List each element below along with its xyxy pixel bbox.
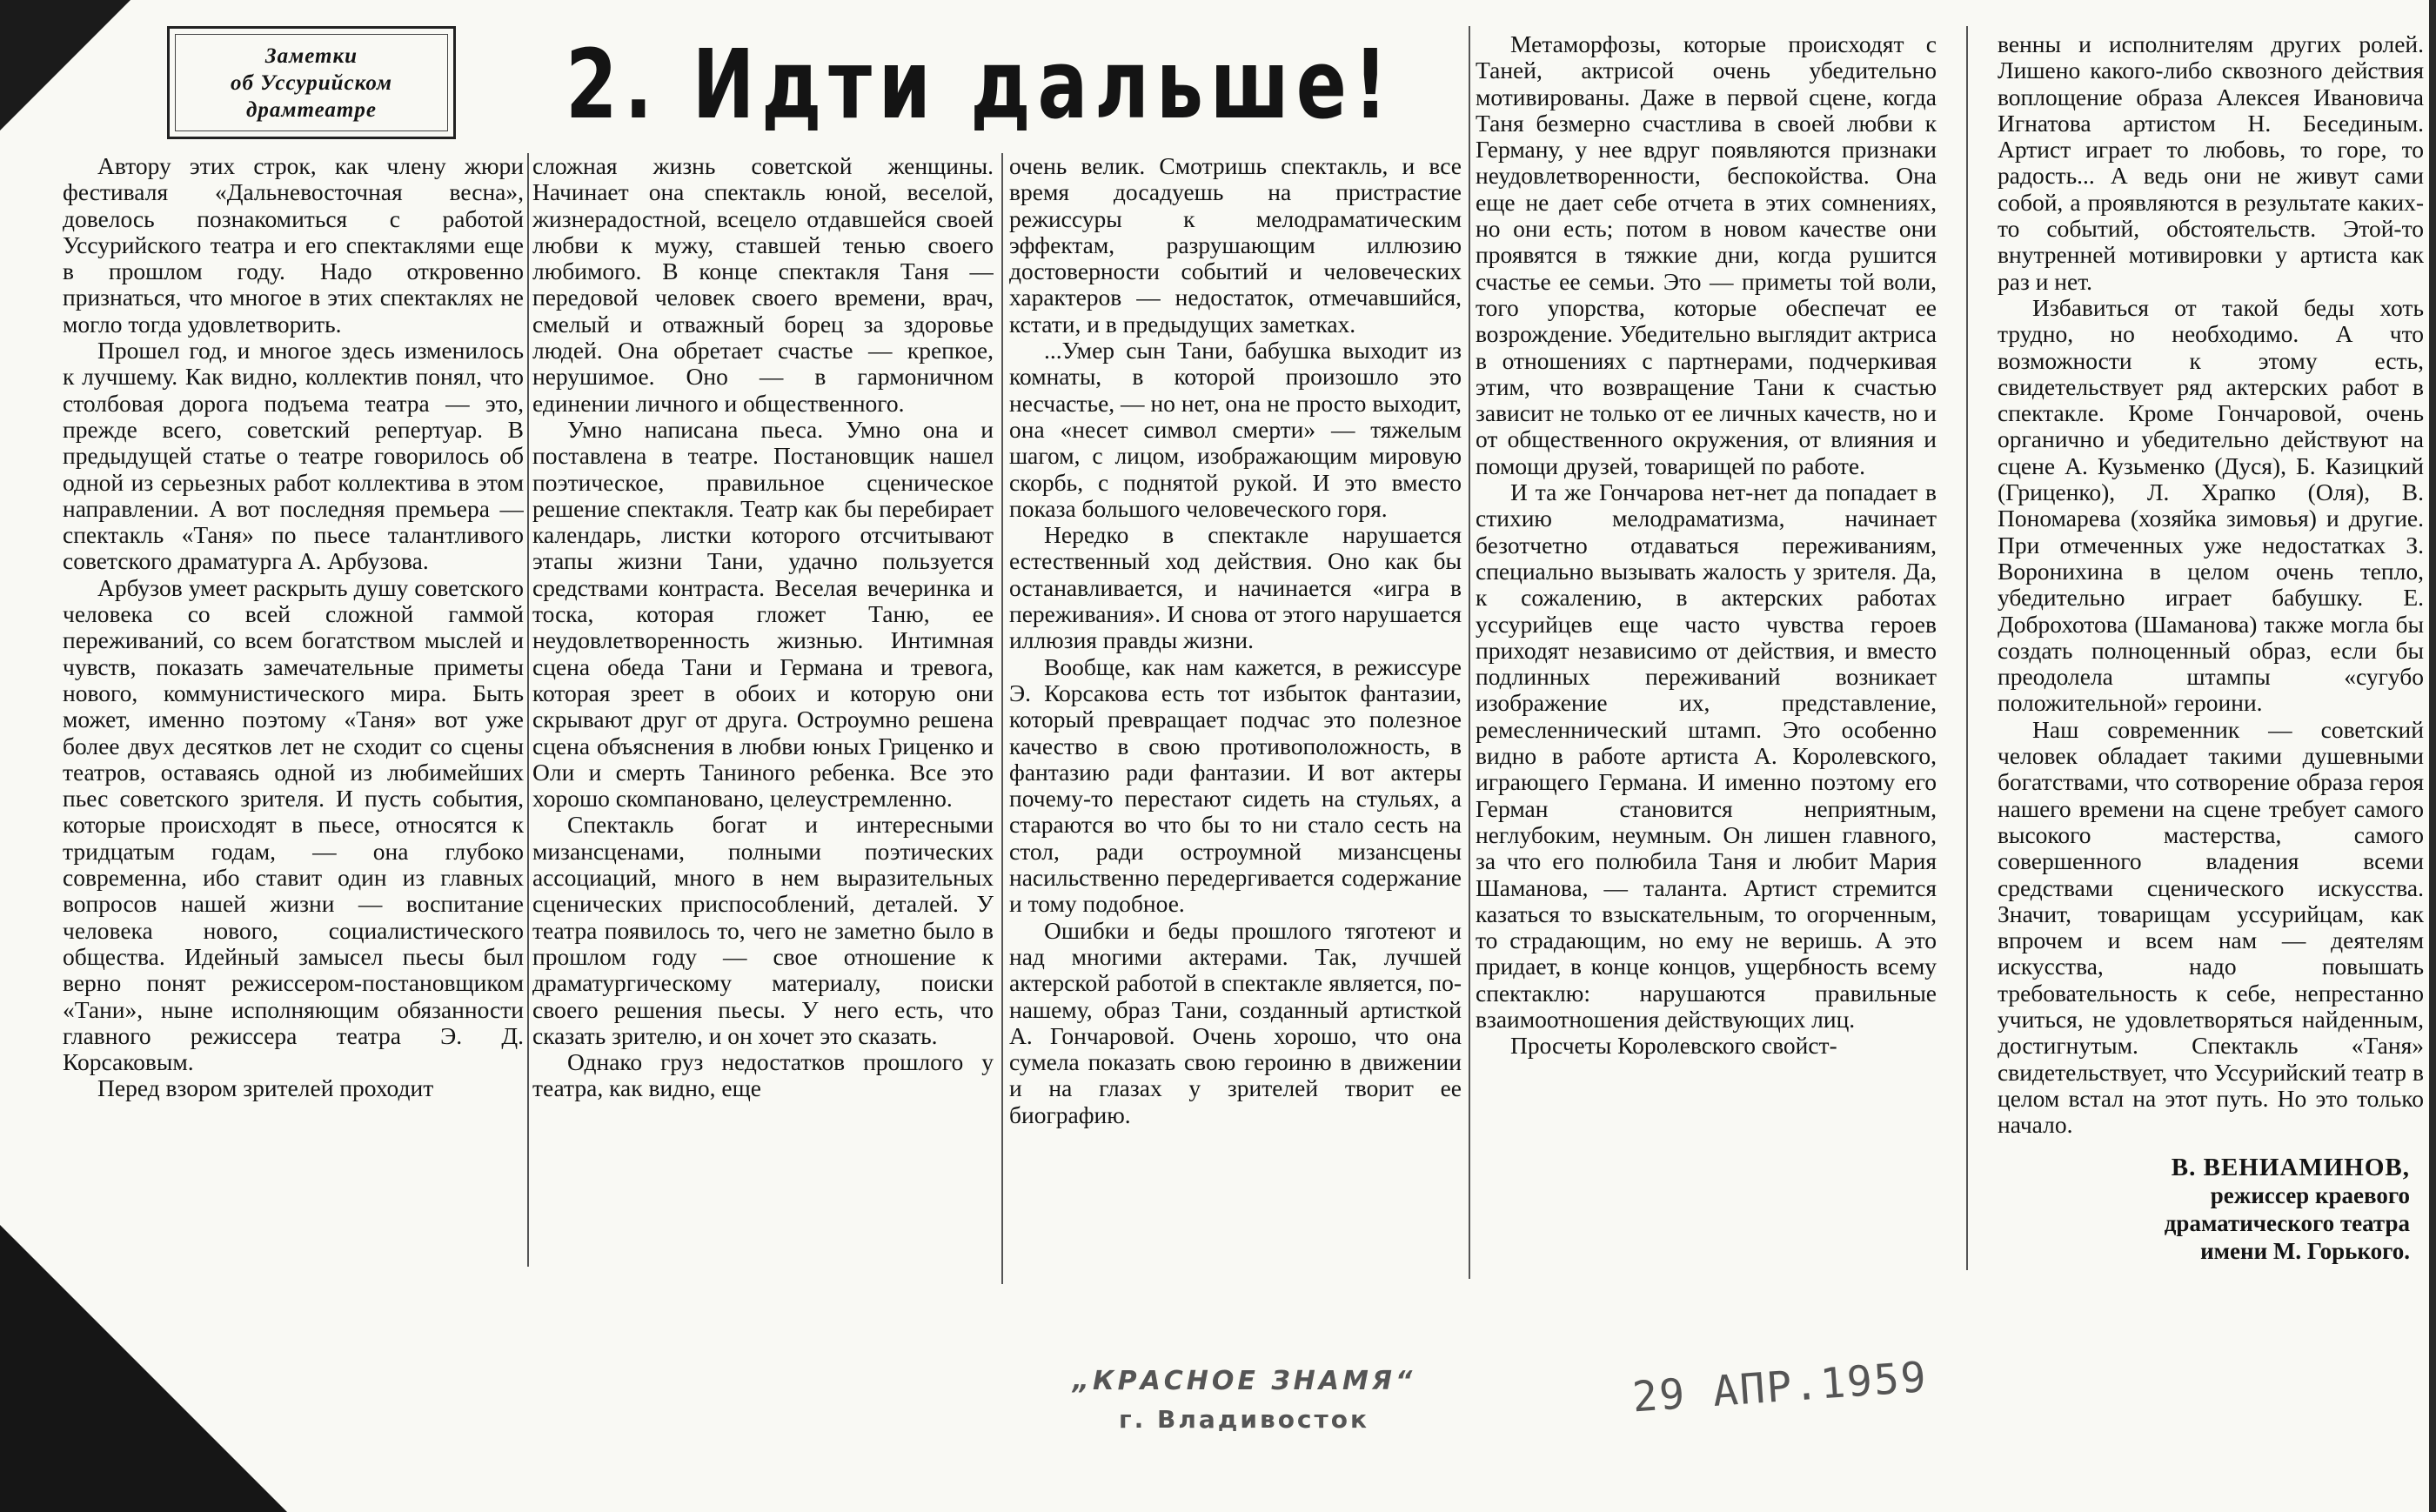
paragraph: Спектакль богат и интересными мизансценами, полными поэтических ассоциаций, много в нем выразительных сценических приспособлений, деталей. У театра появилось то, чего не заметно было в прошлом году — свое отношение к драматургическому материалу, поиски своего решения пьесы. У него есть, что сказать зрителю, и он хочет это сказать. xyxy=(532,811,994,1049)
paragraph: Прошел год, и многое здесь изменилось к лучшему. Как видно, коллектив понял, что столбовая дорога подъема театра — это, прежде всего, советский репертуар. В предыдущей статье о театре говорилось об одной из серьезных работ коллектива в этом направлении. А вот последняя премьера — спектакль «Таня» по пьесе талантливого советского драматурга А. Арбузова. xyxy=(63,337,524,575)
newspaper-name: „КРАСНОЕ ЗНАМЯ“ xyxy=(1072,1366,1416,1396)
author-signature xyxy=(1992,1154,2410,1265)
paragraph: Просчеты Королевского свойст- xyxy=(1510,1032,1837,1060)
date-stamp: 29 АПР.1959 xyxy=(1630,1352,1930,1422)
paragraph: И та же Гончарова нет-нет да попадает в стихию мелодраматизма, начинает безотчетно отдаваться переживаниям, специально вызывать жалость у зрителя. Да, к сожалению, в актерских работах уссурийцев еще часто чувства героев приходят независимо от действия, и вместо подлинных переживаний возникает изображение их, представление, ремесленнический штамп. Это особенно видно в работе артиста А. Королевского, играющего Германа. И именно поэтому его Герман становится неприятным, неглубоким, неумным. Он лишен главного, за что его полюбила Таня и любит Мария Шаманова, — таланта. Артист стремится казаться то взыскательным, то огорченным, то страдающим, но ему не веришь. А это придает, в конце концов, ущербность всему спектаклю: нарушаются правильные взаимоотношения действующих лиц. xyxy=(1476,478,1937,1033)
rubric-line: Заметки xyxy=(264,43,358,68)
paragraph: Перед взором зрителей проходит xyxy=(97,1074,434,1102)
paragraph: Автору этих строк, как члену жюри фестиваля «Дальневосточная весна», довелось познакомиться с работой Уссурийского театра и его спектаклями еще в прошлом году. Надо откровенно признаться, что многое в этих спектаклях не могло тогда удовлетворить. xyxy=(63,153,524,338)
scan-edge-right xyxy=(2429,0,2436,1512)
rubric-box xyxy=(167,26,456,139)
paragraph: ...Умер сын Тани, бабушка выходит из комнаты, в которой произошло это несчастье, — но нет, она не просто выходит, она «несет символ смерти» — тяжелым шагом, с лицом, изображающим мировую скорбь, с поднятой рукой. И это вместо показа большого человеческого горя. xyxy=(1009,337,1462,522)
column-rule xyxy=(1469,26,1470,1279)
paragraph: Арбузов умеет раскрыть душу советского человека со всей сложной гаммой переживаний, со всем богатством мыслей и чувств, показать замечательные приметы нового, коммунистического мира. Быть может, именно поэтому «Таня» вот уже более двух десятков лет не сходит со сцены театров, оставаясь одной из любимейших пьес советского зрителя. И пусть события, которые происходят в пьесе, относятся к тридцатым годам, — она глубоко современна, ибо ставит один из главных вопросов нашей жизни — воспитание человека нового, социалистического общества. Идейный замысел пьесы был верно понят режиссером-постановщиком «Тани», ныне исполняющим обязанности главного режиссера театра Э. Д. Корсаковым. xyxy=(63,573,524,1076)
column-rule xyxy=(1966,26,1968,1270)
column-rule xyxy=(527,153,529,1267)
author-title: режиссер краевого xyxy=(2210,1182,2410,1208)
newspaper-city: г. Владивосток xyxy=(1118,1405,1369,1434)
column-rule xyxy=(1001,153,1003,1284)
paragraph: сложная жизнь советской женщины. Начинает она спектакль юной, веселой, жизнерадостной, всецело отдавшейся своей любви к мужу, ставшей тенью своего любимого. В конце спектакля Таня — передовой человек своего времени, врач, смелый и отважный борец за здоровье людей. Она обретает счастье — крепкое, нерушимое. Оно — в гармоничном единении личного и общественного. xyxy=(532,153,994,417)
article-headline: 2. Идти дальше! xyxy=(566,29,1395,140)
rubric-line: драмтеатре xyxy=(246,97,377,122)
article-column-5 xyxy=(1998,31,2424,1145)
article-column-1 xyxy=(63,153,524,1275)
paragraph: очень велик. Смотришь спектакль, и все время досадуешь на пристрастие режиссуры к мелодраматическим эффектам, разрушающим иллюзию достоверности событий и человеческих характеров — недостаток, отмечавшийся, кстати, и в предыдущих заметках. xyxy=(1009,153,1462,338)
article-column-2 xyxy=(532,153,994,1249)
paragraph: Метаморфозы, которые происходят с Таней, актрисой очень убедительно мотивированы. Даже в первой сцене, когда Таня безмерно счастлива в своей любви к Герману, у нее вдруг появляются признаки неудовлетворенности, беспокойства. Она еще не дает себе отчета в этих сомнениях, но они есть; потом в новом качестве они проявятся в тяжкие дни, когда рушится счастье ее семьи. Это — приметы той воли, того упорства, которые обеспечат ее возрождение. Убедительно выглядит актриса в отношениях с партнерами, подчеркивая этим, что возвращение Тани к счастью зависит не только от ее личных качеств, но и от общественного окружения, от влияния и помощи друзей, товарищей по работе. xyxy=(1476,31,1937,479)
author-title: драматического театра xyxy=(2164,1210,2410,1236)
source-stamp xyxy=(1070,1366,1418,1434)
paragraph: Однако груз недостатков прошлого у театра, как видно, еще xyxy=(532,1048,994,1102)
scan-corner-top-left xyxy=(0,0,130,130)
paragraph: Избавиться от такой беды хоть трудно, но необходимо. А что возможности к этому есть, свидетельствует ряд актерских работ в спектакле. Кроме Гончаровой, очень органично и убедительно действуют на сцене А. Кузьменко (Дуся), Б. Казицкий (Гриценко), Л. Храпко (Оля), В. Пономарева (хозяйка зимовья) и другие. При отмеченных уже недостатках З. Воронихина в целом очень тепло, убедительно играет бабушку. Е. Доброхотова (Шаманова) также могла бы создать полноценный образ, если бы преодолела штампы «сугубо положительной» героини. xyxy=(1998,293,2424,717)
paragraph: Ошибки и беды прошлого тяготеют и над многими актерами. Так, лучшей актерской работой в спектакле является, по-нашему, образ Тани, созданный артисткой А. Гончаровой. Очень хорошо, что она сумела показать свою героиню в движении и на глазах у зрителей творит ее биографию. xyxy=(1009,916,1462,1128)
paragraph: Вообще, как нам кажется, в режиссуре Э. Корсакова есть тот избыток фантазии, который превращает подчас это полезное качество в свою противоположность, в фантазию ради фантазии. И вот актеры почему-то перестают сидеть на стульях, а стараются во что бы то ни стало сесть на стол, ради остроумной мизансцены насильственно передергивается содержание и тому подобное. xyxy=(1009,652,1462,918)
author-name: В. ВЕНИАМИНОВ, xyxy=(2171,1154,2410,1181)
paragraph: Умно написана пьеса. Умно она и поставлена в театре. Постановщик нашел поэтическое, правильное сценическое решение спектакля. Театр как бы перебирает календарь, листки которого отсчитывают этапы жизни Тани, удачно пользуется средствами контраста. Веселая вечеринка и тоска, которая гложет Таню, ее неудовлетворенность жизнью. Интимная сцена обеда Тани и Германа и тревога, которая зреет в обоих и которую они скрывают друг от друга. Остроумно решена сцена объяснения в любви юных Гриценко и Оли и смерть Таниного ребенка. Все это хорошо скомпановано, целеустремленно. xyxy=(532,415,994,813)
article-column-3 xyxy=(1009,153,1462,1293)
paragraph: Наш современник — советский человек обладает такими душевными богатствами, что сотворение образа героя нашего времени на сцене требует самого высокого мастерства, самого совершенного владения всеми средствами сценического искусства. Значит, товарищам уссурийцам, как впрочем и всем нам — деятелям искусства, надо повышать требовательность к себе, непрестанно учиться, не удовлетворяться найденным, достигнутым. Спектакль «Таня» свидетельствует, что Уссурийский театр в целом встал на этот путь. Но это только начало. xyxy=(1998,715,2424,1139)
paragraph: Нередко в спектакле нарушается естественный ход действия. Оно как бы останавливается, и начинается «игра в переживания». И снова от этого нарушается иллюзия правды жизни. xyxy=(1009,521,1462,654)
paragraph: венны и исполнителям других ролей. Лишено какого-либо сквозного действия воплощение образа Алексея Ивановича Игнатова артистом Н. Бесединым. Артист играет то любовь, то горе, то радость... А ведь они не живут сами собой, а проявляются в результате каких-то событий, обстоятельств. Этой-то внутренней мотивировки у артиста как раз и нет. xyxy=(1998,31,2424,295)
article-column-4 xyxy=(1476,31,1937,1162)
author-title: имени М. Горького. xyxy=(2200,1238,2410,1264)
rubric-line: об Уссурийском xyxy=(230,70,393,95)
